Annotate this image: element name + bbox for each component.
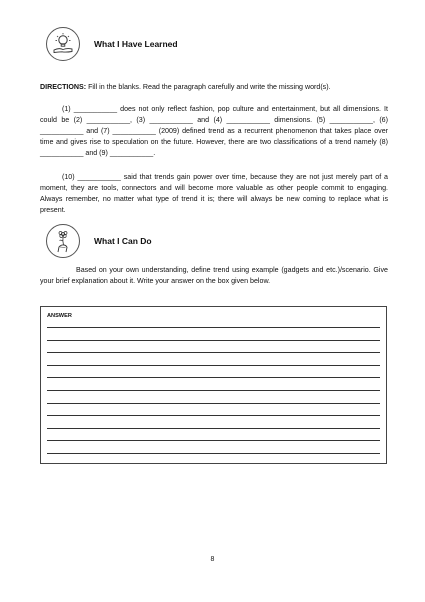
answer-writing-line[interactable]: [47, 440, 380, 441]
page-number: 8: [210, 556, 215, 563]
fill-blank-paragraph-2: [40, 172, 388, 216]
learned-title: What I Have Learned: [94, 39, 178, 49]
answer-writing-line[interactable]: [47, 327, 380, 328]
cando-instructions: [40, 265, 388, 287]
answer-label: ANSWER: [47, 313, 72, 319]
answer-writing-line[interactable]: [47, 377, 380, 378]
cando-title: What I Can Do: [94, 236, 152, 246]
answer-writing-line[interactable]: [47, 340, 380, 341]
answer-writing-line[interactable]: [47, 352, 380, 353]
answer-writing-line[interactable]: [47, 453, 380, 454]
directions-label: DIRECTIONS:: [40, 83, 87, 91]
answer-writing-line[interactable]: [47, 415, 380, 416]
directions-text: Fill in the blanks. Read the paragraph carefully and write the missing word(s).: [86, 83, 331, 91]
directions-paragraph: [40, 82, 388, 93]
answer-writing-line[interactable]: [47, 365, 380, 366]
hand-holding-flower-icon: [46, 224, 80, 258]
paragraph-1-text: (1) ___________ does not only reflect fashion, pop culture and entertainment, but all dimensions. It could be (2) ___________, (3) ___________ and (4) ___________ dimensions. (5) ___________, (6) ___________ and (7) ___________ (2009) defined trend as a recurrent phenomenon that takes place over time and gives rise to speculation on the future. However, there are two classifications of a trend namely (8) ___________ and (9) ___________.: [40, 105, 388, 157]
answer-writing-line[interactable]: [47, 390, 380, 391]
cando-instructions-text: Based on your own understanding, define trend using example (gadgets and etc.)/scenario. Give your brief explanation about it. Write your answer on the box given below.: [40, 266, 388, 285]
answer-writing-line[interactable]: [47, 403, 380, 404]
cando-section-header: [46, 224, 152, 258]
learned-section-header: [46, 27, 178, 61]
answer-box[interactable]: [40, 306, 387, 464]
lightbulb-hand-icon: [46, 27, 80, 61]
fill-blank-paragraph-1: [40, 104, 388, 159]
answer-writing-line[interactable]: [47, 428, 380, 429]
paragraph-2-text: (10) ___________ said that trends gain power over time, because they are not just merely part of a moment, they are tools, connectors and will become more valuable as other people commit to engaging. Always remember, no matter what type of trend it is; there will always be new coming to replace what is present.: [40, 173, 388, 214]
